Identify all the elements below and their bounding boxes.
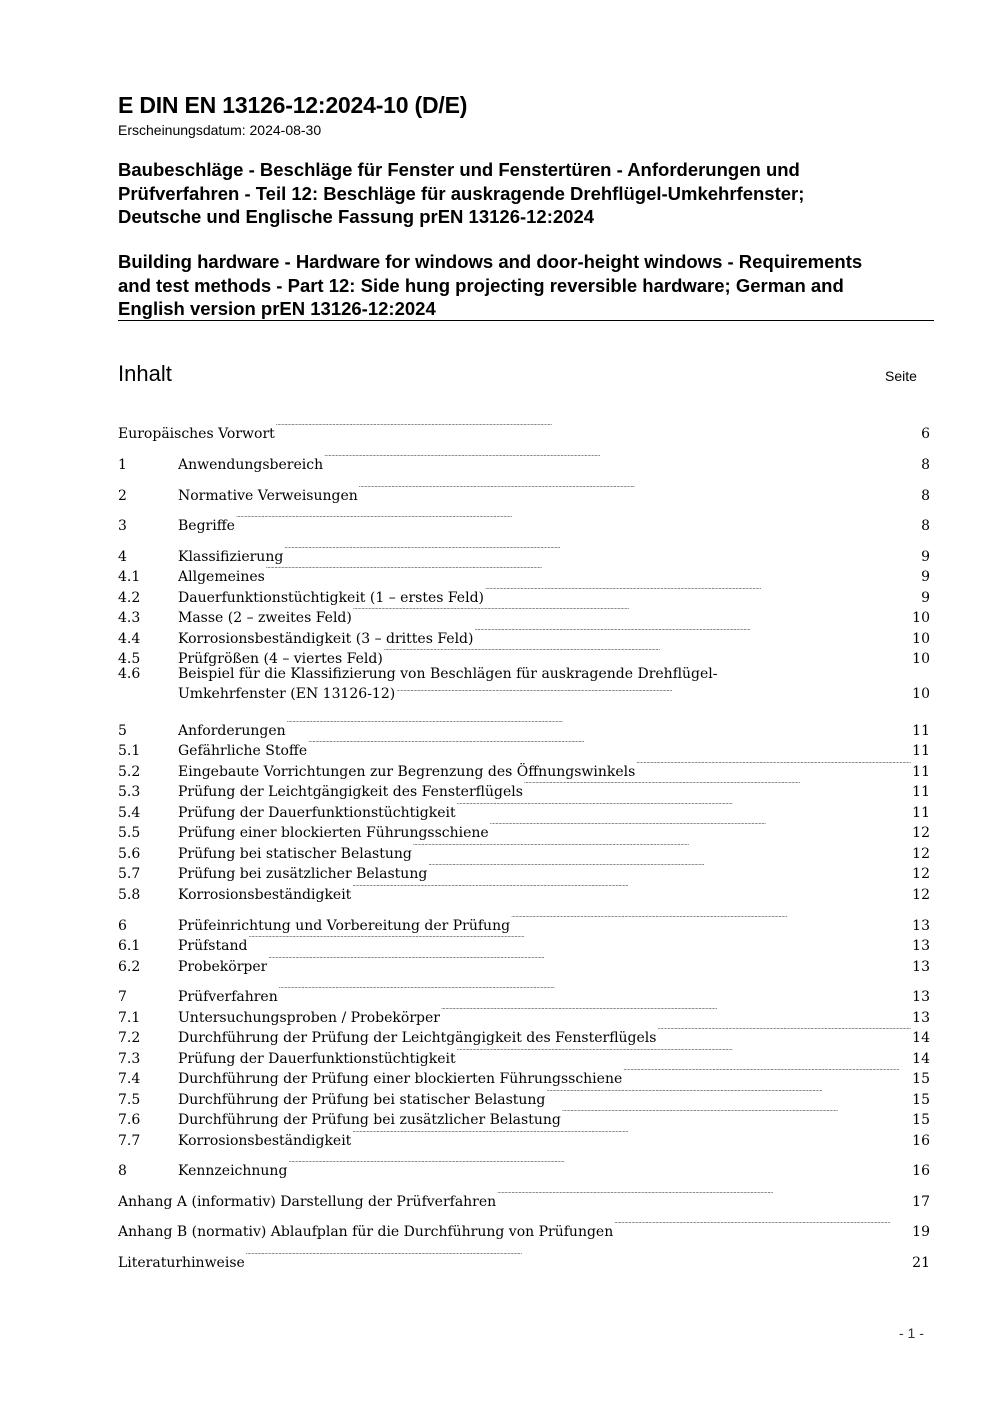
toc-entry[interactable]	[118, 480, 930, 504]
toc-leader-dots	[524, 776, 911, 796]
toc-entry[interactable]	[118, 664, 930, 704]
toc-entry-page: 11	[912, 764, 930, 780]
toc-entry-number: 6.1	[118, 938, 141, 954]
toc-entry[interactable]	[118, 1043, 930, 1067]
toc-entry[interactable]	[118, 735, 930, 759]
toc-entry-number: 5.2	[118, 764, 141, 780]
toc-entry[interactable]	[118, 951, 930, 975]
toc-entry[interactable]	[118, 1104, 930, 1128]
toc-entry-title: Anhang B (normativ) Ablaufplan für die Durchführung von Prüfungen	[118, 1224, 614, 1240]
toc-entry-title: Begriffe	[178, 518, 235, 534]
toc-entry-number: 5.1	[118, 743, 141, 759]
toc-entry[interactable]	[118, 879, 930, 903]
toc-entry[interactable]	[118, 756, 930, 780]
toc-entry[interactable]	[118, 1216, 930, 1240]
toc-heading: Inhalt	[118, 361, 172, 386]
toc-entry-number: 5.3	[118, 784, 141, 800]
toc-page-column-label: Seite	[885, 368, 917, 384]
toc-entry-title: Prüfung der Dauerfunktionstüchtigkeit	[178, 805, 456, 821]
title-english	[118, 250, 934, 321]
toc-entry-title: Kennzeichnung	[178, 1163, 288, 1179]
toc-entry-title: Allgemeines	[178, 569, 265, 585]
toc-entry-title: Durchführung der Prüfung bei statischer Belastung	[178, 1092, 546, 1108]
toc-entry-page: 15	[912, 1112, 930, 1128]
toc-leader-dots	[474, 623, 911, 643]
toc-entry-page: 6	[921, 426, 930, 442]
toc-entry-number: 4.4	[118, 631, 141, 647]
toc-entry-title: Prüfung bei zusätzlicher Belastung	[178, 866, 428, 882]
toc-leader-dots	[562, 1104, 911, 1124]
toc-entry-number: 5.4	[118, 805, 141, 821]
toc-entry-number: 8	[118, 1163, 127, 1179]
toc-leader-dots	[236, 510, 920, 530]
title-german-line: Baubeschläge - Beschläge für Fenster und Fenstertüren - Anforderungen und	[118, 159, 800, 180]
toc-entry[interactable]	[118, 797, 930, 821]
toc-entry[interactable]	[118, 1063, 930, 1087]
toc-entry-title: Europäisches Vorwort	[118, 426, 275, 442]
toc-entry-page: 10	[912, 631, 930, 647]
toc-entry-number: 7	[118, 989, 127, 1005]
title-english-line: English version prEN 13126-12:2024	[118, 298, 436, 319]
toc-entry-title: Gefährliche Stoffe	[178, 743, 308, 759]
toc-entry[interactable]	[118, 930, 930, 954]
toc-entry-title-continued: Umkehrfenster (EN 13126-12)	[178, 686, 396, 702]
toc-entry-title: Prüfung bei statischer Belastung	[178, 846, 412, 862]
toc-leader-dots	[287, 715, 912, 735]
toc-entry[interactable]	[118, 776, 930, 800]
toc-entry-number: 7.6	[118, 1112, 141, 1128]
toc-leader-dots	[384, 643, 911, 663]
toc-entry-title: Normative Verweisungen	[178, 488, 358, 504]
toc-entry-page: 15	[912, 1092, 930, 1108]
toc-entry-number: 7.5	[118, 1092, 141, 1108]
toc-entry-page: 12	[912, 866, 930, 882]
toc-leader-dots	[457, 1043, 912, 1063]
toc-leader-dots	[352, 1125, 911, 1145]
toc-entry[interactable]	[118, 1125, 930, 1149]
toc-entry-number: 3	[118, 518, 127, 534]
toc-leader-dots	[441, 1002, 911, 1022]
toc-entry-page: 12	[912, 846, 930, 862]
toc-entry-page: 16	[912, 1163, 930, 1179]
toc-leader-dots	[546, 1084, 911, 1104]
toc-entry[interactable]	[118, 623, 930, 647]
toc-entry-title: Literaturhinweise	[118, 1255, 245, 1271]
toc-leader-dots	[636, 756, 911, 776]
toc-entry-title: Prüfeinrichtung und Vorbereitung der Prüfung	[178, 918, 511, 934]
toc-entry[interactable]	[118, 858, 930, 882]
toc-entry-title: Anwendungsbereich	[178, 457, 324, 473]
toc-entry-title: Korrosionsbeständigkeit	[178, 1133, 352, 1149]
toc-entry[interactable]	[118, 1186, 930, 1210]
toc-entry-continuation	[178, 684, 930, 704]
toc-entry[interactable]	[118, 910, 930, 934]
toc-entry-number: 4.2	[118, 590, 141, 606]
toc-entry-number: 7.2	[118, 1030, 141, 1046]
toc-entry-page: 13	[912, 959, 930, 975]
toc-entry-title: Korrosionsbeständigkeit (3 – drittes Feld)	[178, 631, 474, 647]
toc-entry-title: Prüfgrößen (4 – viertes Feld)	[178, 651, 383, 667]
title-german-line: Prüfverfahren - Teil 12: Beschläge für auskragende Drehflügel-Umkehrfenster;	[118, 182, 805, 204]
toc-entry-number: 4.6	[118, 666, 141, 682]
toc-entry-page: 13	[912, 918, 930, 934]
toc-entry-title: Durchführung der Prüfung bei zusätzlicher Belastung	[178, 1112, 561, 1128]
toc-entry[interactable]	[118, 1084, 930, 1108]
toc-entry-title: Anhang A (informativ) Darstellung der Prüfverfahren	[118, 1194, 497, 1210]
toc-entry-page: 19	[912, 1224, 930, 1240]
toc-entry-title: Prüfstand	[178, 938, 248, 954]
toc-entry[interactable]	[118, 561, 930, 585]
title-german	[118, 158, 934, 229]
toc-entry-page: 9	[921, 569, 930, 585]
toc-entry[interactable]	[118, 838, 930, 862]
toc-entry-title: Klassifizierung	[178, 549, 284, 565]
page-number: - 1 -	[899, 1325, 924, 1341]
toc-entry-title: Probekörper	[178, 959, 268, 975]
toc-entry-number: 4.1	[118, 569, 141, 585]
toc-entry[interactable]	[118, 582, 930, 606]
toc-leader-dots	[413, 838, 911, 858]
toc-entry-title: Prüfung der Leichtgängigkeit des Fensterflügels	[178, 784, 523, 800]
toc-entry-number: 4	[118, 549, 127, 565]
toc-leader-dots	[614, 1216, 911, 1236]
toc-entry-page: 9	[921, 590, 930, 606]
toc-entry-page: 11	[912, 743, 930, 759]
toc-entry-page: 10	[912, 686, 930, 702]
toc-entry[interactable]	[118, 418, 930, 442]
toc-entry-page: 13	[912, 1010, 930, 1026]
toc-entry-number: 5.7	[118, 866, 141, 882]
toc-entry-page: 13	[912, 938, 930, 954]
toc-entry[interactable]	[118, 1247, 930, 1271]
toc-entry-number: 7.7	[118, 1133, 141, 1149]
toc-leader-dots	[279, 981, 911, 1001]
toc-leader-dots	[485, 582, 920, 602]
toc-entry-title: Prüfverfahren	[178, 989, 278, 1005]
toc-leader-dots	[276, 418, 920, 438]
toc-entry-title: Beispiel für die Klassifizierung von Beschlägen für auskragende Drehflügel-	[178, 666, 718, 682]
toc-leader-dots	[359, 480, 920, 500]
toc-entry-page: 21	[912, 1255, 930, 1271]
toc-entry-number: 2	[118, 488, 127, 504]
toc-entry[interactable]	[118, 602, 930, 626]
toc-entry-page: 17	[912, 1194, 930, 1210]
toc-entry-page: 11	[912, 723, 930, 739]
toc-leader-dots	[353, 602, 911, 622]
toc-entry[interactable]	[118, 1155, 930, 1179]
toc-leader-dots	[248, 930, 911, 950]
toc-leader-dots	[246, 1247, 911, 1267]
toc-entry-number: 7.4	[118, 1071, 141, 1087]
toc-entry-title: Masse (2 – zweites Feld)	[178, 610, 352, 626]
toc-leader-dots	[288, 1155, 911, 1175]
title-english-line: Building hardware - Hardware for windows and door-height windows - Requirements	[118, 251, 863, 272]
toc-entry-page: 8	[921, 518, 930, 534]
toc-leader-dots	[284, 541, 920, 561]
toc-entry-page: 11	[912, 784, 930, 800]
toc-entry-title: Prüfung der Dauerfunktionstüchtigkeit	[178, 1051, 456, 1067]
title-english-line: and test methods - Part 12: Side hung projecting reversible hardware; German and	[118, 274, 844, 296]
toc-entry-title: Durchführung der Prüfung einer blockierten Führungsschiene	[178, 1071, 623, 1087]
toc-entry[interactable]	[118, 981, 930, 1005]
toc-leader-dots	[324, 449, 920, 469]
toc-entry-title: Anforderungen	[178, 723, 286, 739]
toc-entry-title: Korrosionsbeständigkeit	[178, 887, 352, 903]
toc-leader-dots	[497, 1186, 911, 1206]
toc-entry-title: Untersuchungsproben / Probekörper	[178, 1010, 440, 1026]
toc-entry-number: 7.1	[118, 1010, 141, 1026]
toc-entry-number: 1	[118, 457, 127, 473]
toc-entry-page: 14	[912, 1051, 930, 1067]
toc-entry-page: 12	[912, 887, 930, 903]
toc-entry[interactable]	[118, 1002, 930, 1026]
toc-leader-dots	[268, 951, 911, 971]
toc-entry-number: 5.5	[118, 825, 141, 841]
toc-leader-dots	[490, 817, 911, 837]
toc-leader-dots	[657, 1022, 911, 1042]
toc-leader-dots	[308, 735, 911, 755]
toc-entry-page: 8	[921, 457, 930, 473]
toc-entry[interactable]	[118, 541, 930, 565]
toc-entry-page: 15	[912, 1071, 930, 1087]
toc-entry[interactable]	[118, 449, 930, 473]
toc-entry-number: 4.3	[118, 610, 141, 626]
toc-entry-title: Durchführung der Prüfung der Leichtgängigkeit des Fensterflügels	[178, 1030, 657, 1046]
toc-leader-dots	[396, 684, 911, 704]
toc-entry-page: 12	[912, 825, 930, 841]
toc-entry[interactable]	[118, 510, 930, 534]
toc-entry-number: 4.5	[118, 651, 141, 667]
title-divider	[118, 320, 934, 321]
toc-leader-dots	[457, 797, 912, 817]
toc-entry-page: 16	[912, 1133, 930, 1149]
toc-entry-number: 7.3	[118, 1051, 141, 1067]
toc-entry[interactable]	[118, 817, 930, 841]
toc-leader-dots	[266, 561, 920, 581]
toc-entry-title: Eingebaute Vorrichtungen zur Begrenzung des Öffnungswinkels	[178, 764, 636, 780]
toc-entry-number: 5.6	[118, 846, 141, 862]
toc-entry-number: 5	[118, 723, 127, 739]
toc-entry-page: 14	[912, 1030, 930, 1046]
toc-entry-page: 9	[921, 549, 930, 565]
toc-entry-page: 13	[912, 989, 930, 1005]
title-german-line: Deutsche und Englische Fassung prEN 13126-12:2024	[118, 206, 595, 227]
toc-entry[interactable]	[118, 1022, 930, 1046]
toc-entry-page: 10	[912, 610, 930, 626]
toc-entry-title: Dauerfunktionstüchtigkeit (1 – erstes Feld)	[178, 590, 484, 606]
toc-leader-dots	[623, 1063, 911, 1083]
toc-leader-dots	[511, 910, 911, 930]
toc-entry-number: 6.2	[118, 959, 141, 975]
toc-entry[interactable]	[118, 643, 930, 667]
toc-entry-title: Prüfung einer blockierten Führungsschiene	[178, 825, 489, 841]
toc-entry-number: 5.8	[118, 887, 141, 903]
toc-entry-page: 11	[912, 805, 930, 821]
toc-leader-dots	[352, 879, 911, 899]
toc-entry[interactable]	[118, 715, 930, 739]
document-id: E DIN EN 13126-12:2024-10 (D/E)	[118, 92, 468, 118]
toc-entry-page: 10	[912, 651, 930, 667]
toc-entry-number: 6	[118, 918, 127, 934]
toc-leader-dots	[428, 858, 911, 878]
publication-date: Erscheinungsdatum: 2024-08-30	[118, 122, 322, 138]
toc-entry-page: 8	[921, 488, 930, 504]
